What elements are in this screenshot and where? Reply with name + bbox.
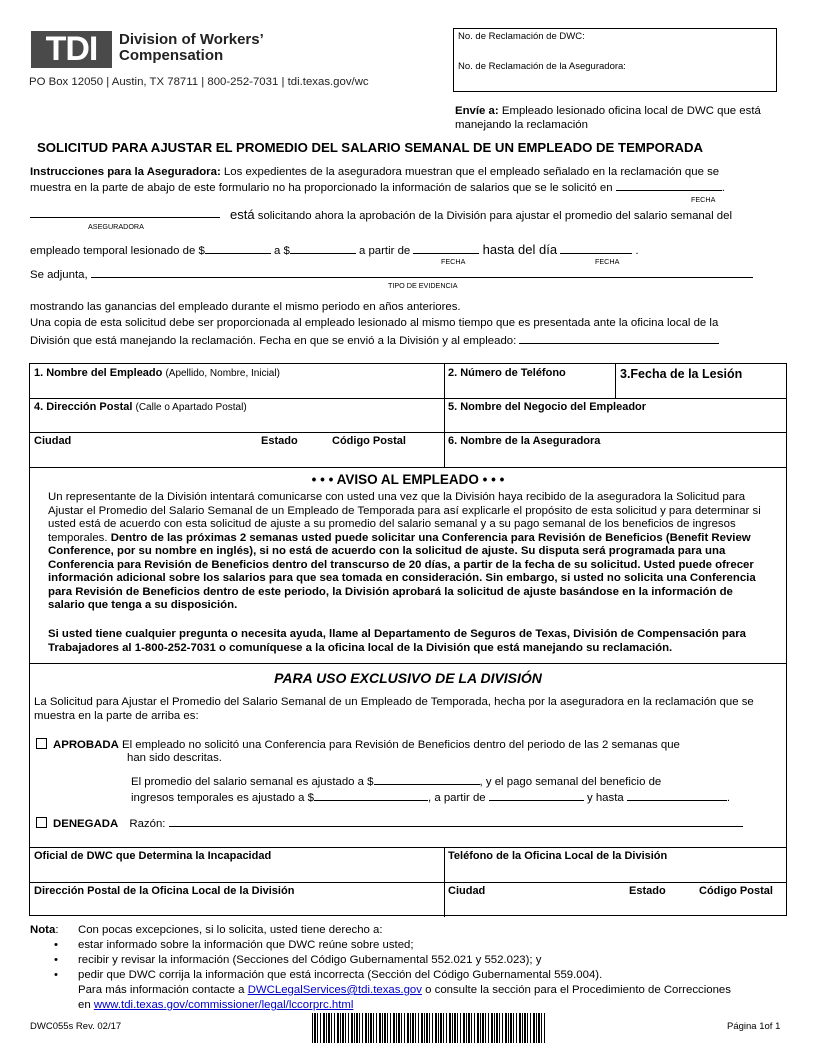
avg-wage-line-1 — [131, 774, 771, 790]
carrier-name-table-field[interactable]: 6. Nombre de la Aseguradora — [448, 435, 601, 447]
approved-checkbox[interactable] — [36, 738, 47, 749]
mailing-address-hint: (Calle o Apartado Postal) — [135, 402, 247, 413]
legal-services-email-link[interactable]: DWCLegalServices@tdi.texas.gov — [247, 984, 422, 996]
division-use-intro: La Solicitud para Ajustar el Promedio del Salario Semanal de un Empleado de Temporada, hecha por la aseguradora en la reclamación que se muestra en la parte de arriba es: — [34, 696, 754, 722]
injury-date-field[interactable]: 3.Fecha de la Lesión — [620, 367, 743, 381]
end-date-label: hasta del día — [482, 242, 558, 257]
form-id: DWC055s Rev. 02/17 — [30, 1021, 122, 1032]
instructions-line-1 — [30, 165, 786, 179]
reason-field[interactable] — [169, 816, 743, 827]
notice-p1-normal: Un representante de la División intentará comunicarse con usted una vez que la División haya recibido de la aseguradora la Solicitud para Ajustar el Promedio del Salario Semanal de un Empleado de Temporada para así explicarle el propósito de esta solicitud y para determinar si usted está de acuerdo con esta solicitud de ajuste a su promedio del salario semanal y a su pago semanal de los beneficios de ingresos temporales. — [48, 491, 761, 544]
avg-wage-line-2 — [131, 790, 781, 806]
claim-number-box — [453, 28, 777, 92]
instructions-text-3: solicitando ahora la aprobación de la División para ajustar el promedio del salario semanal del — [257, 210, 733, 222]
dwc-official-field[interactable]: Oficial de DWC que Determina la Incapacidad — [34, 850, 272, 862]
avg-wage-field[interactable] — [374, 774, 480, 785]
note-label: Nota — [30, 924, 56, 936]
note-bullet-2: recibir y revisar la información (Secciones del Código Gubernamental 552.021 y 552.023); y — [78, 954, 542, 966]
bullet-3: • — [54, 969, 58, 981]
mailing-address-label: 4. Dirección Postal — [34, 401, 133, 413]
fecha-label-3: FECHA — [595, 257, 620, 266]
office-address-field[interactable]: Dirección Postal de la Oficina Local de la División — [34, 885, 295, 897]
office-zip-field[interactable]: Código Postal — [699, 885, 773, 897]
notice-p1-bold: Dentro de las próximas 2 semanas usted puede solicitar una Conferencia para Revisión de Beneficios (Benefit Review Conference, por su nombre en inglés), si no está de acuerdo con la solicitud de ajuste. Su disputa será programada para una Conferencia para Revisión de Beneficios dentro del transcurso de 20 días, a partir de la fecha de su solicitud. Usted puede ofrecer información adicional sobre los salarios para que sea tomada en consideración. Sin embargo, si usted no solicita una Conferencia para Revisión de Beneficios dentro de este periodo, la División aprobará la solicitud de ajuste basándose en la información de salario que tenga a su disposición. — [48, 531, 756, 611]
corrections-url-link[interactable]: www.tdi.texas.gov/commissioner/legal/lccorprc.html — [93, 999, 354, 1011]
city-field[interactable]: Ciudad — [34, 435, 72, 447]
send-to-label: Envíe a: — [455, 105, 499, 117]
instructions-text-7: División que está manejando la reclamación. Fecha en que se envió a la División y al empleado: — [30, 335, 517, 347]
tdi-logo: TDI — [31, 31, 112, 68]
avg-wage-label: El promedio del salario semanal es ajustado a $ — [131, 776, 374, 788]
instructions-line-3 — [230, 207, 790, 223]
wage-to-field[interactable] — [290, 243, 356, 254]
approved-label: APROBADA — [53, 739, 119, 751]
aseguradora-label: ASEGURADORA — [88, 222, 144, 231]
note-intro: Con pocas excepciones, si lo solicita, usted tiene derecho a: — [78, 924, 383, 936]
mailing-address-field[interactable] — [34, 401, 247, 415]
instructions-line-6: Una copia de esta solicitud debe ser proporcionada al empleado lesionado al mismo tiempo que es presentada ante la oficina local de la — [30, 317, 719, 329]
phone-field[interactable]: 2. Número de Teléfono — [448, 367, 566, 379]
bullet-1: • — [54, 939, 58, 951]
wage-from-field[interactable] — [205, 243, 271, 254]
employee-name-label: 1. Nombre del Empleado — [34, 367, 163, 379]
division-name — [119, 32, 264, 64]
privacy-note: Nota: Con pocas excepciones, si lo solicita, usted tiene derecho a: • estar informado sobre la información que DWC reúne sobre usted; • recibir y revisar la información (Secciones del Código Gubernamental 552.021 y 552.023); y • pedir que DWC corrija la información que está incorrecta (Sección del Código Gubernamental 559.004). Para más información contacte a DWCLegalServices@tdi.texas.gov o consulte la sección para el Procedimiento de Correcciones en www.tdi.texas.gov/commissioner/legal/lccorprc.html — [30, 924, 731, 1011]
state-field[interactable]: Estado — [261, 435, 298, 447]
fecha-label-1: FECHA — [691, 195, 716, 204]
instructions-label: Instrucciones para la Aseguradora: — [30, 166, 221, 178]
approved-row — [36, 738, 776, 753]
notice-paragraph-1 — [48, 491, 770, 613]
instructions-line-adjunta — [30, 267, 786, 282]
employee-name-hint: (Apellido, Nombre, Inicial) — [165, 368, 280, 379]
avg-wage-label-b: , y el pago semanal del beneficio de — [479, 776, 662, 788]
more-info-text: Para más información contacte a — [78, 984, 245, 996]
start-date-field[interactable] — [413, 243, 479, 254]
page-number: Página 1of 1 — [727, 1021, 781, 1032]
instructions-line-2: muestra en la parte de abajo de este formulario no ha proporcionado la información de salarios que se le solicitó en . — [30, 182, 725, 194]
employee-name-field[interactable] — [34, 367, 280, 381]
note-bullet-3: pedir que DWC corrija la información que está incorrecta (Sección del Código Gubernamental 559.004). — [78, 969, 603, 981]
office-state-field[interactable]: Estado — [629, 885, 666, 897]
denied-row — [36, 816, 776, 832]
more-info-text-b: o consulte la sección para el Procedimiento de Correcciones — [425, 984, 731, 996]
dwc-claim-number-field[interactable]: No. de Reclamación de DWC: — [458, 31, 585, 42]
tib-period: . — [726, 792, 731, 804]
approved-text-2: han sido descritas. — [127, 752, 222, 764]
wage-to-label: a $ — [273, 245, 290, 257]
office-phone-field[interactable]: Teléfono de la Oficina Local de la División — [448, 850, 668, 862]
send-to — [455, 104, 785, 133]
employer-name-field[interactable]: 5. Nombre del Negocio del Empleador — [448, 401, 647, 413]
end-date-field[interactable] — [560, 243, 632, 254]
form-table — [29, 363, 787, 916]
division-line-1: Division of Workers’ — [119, 31, 264, 48]
division-use-heading: PARA USO EXCLUSIVO DE LA DIVISIÓN — [274, 670, 542, 686]
form-title: SOLICITUD PARA AJUSTAR EL PROMEDIO DEL SALARIO SEMANAL DE UN EMPLEADO DE TEMPORADA — [37, 140, 704, 155]
agency-address: PO Box 12050 | Austin, TX 78711 | 800-252-7031 | tdi.texas.gov/wc — [29, 76, 369, 88]
adjunta-label: Se adjunta, — [30, 269, 88, 281]
bullet-2: • — [54, 954, 58, 966]
tib-start-label: , a partir de — [428, 792, 486, 804]
instructions-text-1: Los expedientes de la aseguradora muestran que el empleado señalado en la reclamación que se — [223, 166, 720, 178]
division-line-2: Compensation — [119, 47, 224, 64]
period-mark: . — [635, 245, 639, 257]
notice-paragraph-2: Si usted tiene cualquier pregunta o necesita ayuda, llame al Departamento de Seguros de Texas, División de Compensación para Trabajadores al 1-800-252-7031 o comuníquese a la oficina local de la División que está manejando su reclamación. — [48, 628, 746, 654]
approved-text-1: El empleado no solicitó una Conferencia para Revisión de Beneficios dentro del periodo de las 2 semanas que — [122, 739, 680, 751]
instructions-line-4 — [30, 242, 786, 258]
esta-text: está — [230, 207, 255, 222]
denied-checkbox[interactable] — [36, 817, 47, 828]
more-info-en: en — [78, 999, 91, 1011]
tipo-evidencia-label: TIPO DE EVIDENCIA — [388, 281, 458, 290]
note-bullet-1: estar informado sobre la información que DWC reúne sobre usted; — [78, 939, 414, 951]
wage-from-label: empleado temporal lesionado de $ — [30, 245, 205, 257]
barcode — [312, 1013, 546, 1043]
tib-start-date-field[interactable] — [489, 790, 584, 801]
tib-end-label: y hasta — [586, 792, 624, 804]
tib-end-date-field[interactable] — [627, 790, 727, 801]
zip-field[interactable]: Código Postal — [332, 435, 406, 447]
reason-label: Razón: — [129, 818, 166, 830]
start-date-label: a partir de — [358, 245, 411, 257]
denied-label: DENEGADA — [53, 818, 119, 830]
instructions-line-7 — [30, 333, 786, 348]
sent-date-field[interactable] — [519, 333, 719, 344]
carrier-name-field[interactable] — [30, 207, 220, 222]
tib-label: ingresos temporales es ajustado a $ — [131, 792, 314, 804]
instructions-line-5: mostrando las ganancias del empleado durante el mismo periodo en años anteriores. — [30, 301, 461, 313]
evidence-type-field[interactable] — [91, 267, 753, 278]
instructions-text-2: muestra en la parte de abajo de este formulario no ha proporcionado la información de salarios que se le solicitó en — [30, 182, 613, 194]
office-city-field[interactable]: Ciudad — [448, 885, 486, 897]
tib-amount-field[interactable] — [314, 790, 428, 801]
notice-heading: • • • AVISO AL EMPLEADO • • • — [311, 472, 505, 487]
fecha-label-2: FECHA — [441, 257, 466, 266]
carrier-claim-number-field[interactable]: No. de Reclamación de la Aseguradora: — [458, 61, 626, 72]
send-to-text: Empleado lesionado oficina local de DWC que está manejando la reclamación — [455, 105, 761, 132]
request-date-field[interactable] — [616, 180, 722, 191]
